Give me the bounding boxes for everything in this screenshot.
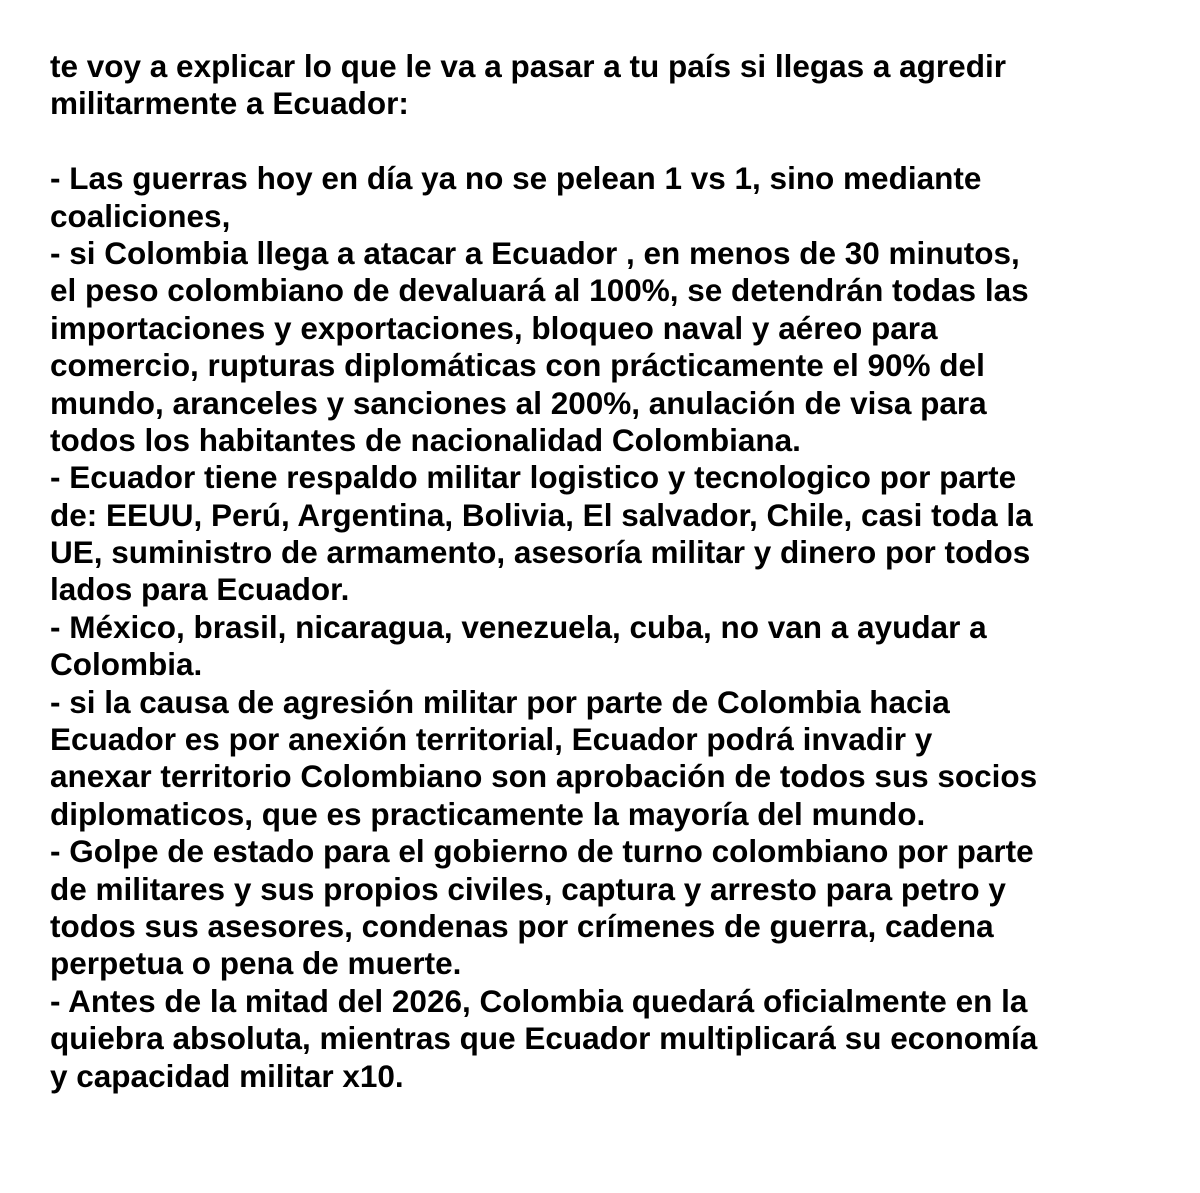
text-line: perpetua o pena de muerte. bbox=[50, 945, 462, 982]
text-line: - Antes de la mitad del 2026, Colombia quedará oficialmente en la bbox=[50, 982, 1028, 1019]
text-line: - si Colombia llega a atacar a Ecuador , en menos de 30 minutos, bbox=[50, 234, 1020, 271]
blank-line bbox=[50, 123, 1170, 160]
text-line: el peso colombiano de devaluará al 100%, se detendrán todas las bbox=[50, 272, 1029, 309]
text-line: mundo, aranceles y sanciones al 200%, anulación de visa para bbox=[50, 384, 987, 421]
text-line: de militares y sus propios civiles, captura y arresto para petro y bbox=[50, 870, 1006, 907]
text-line: Colombia. bbox=[50, 646, 203, 683]
text-line: todos sus asesores, condenas por crímenes de guerra, cadena bbox=[50, 907, 994, 944]
text-line: militarmente a Ecuador: bbox=[50, 85, 409, 122]
text-line: - Golpe de estado para el gobierno de turno colombiano por parte bbox=[50, 833, 1034, 870]
text-line: diplomaticos, que es practicamente la mayoría del mundo. bbox=[50, 795, 926, 832]
text-line: todos los habitantes de nacionalidad Colombiana. bbox=[50, 421, 801, 458]
text-line: - Las guerras hoy en día ya no se pelean 1 vs 1, sino mediante bbox=[50, 160, 982, 197]
text-line: quiebra absoluta, mientras que Ecuador multiplicará su economía bbox=[50, 1020, 1038, 1057]
text-line: importaciones y exportaciones, bloqueo naval y aéreo para bbox=[50, 309, 938, 346]
text-line: lados para Ecuador. bbox=[50, 571, 350, 608]
text-line: comercio, rupturas diplomáticas con prácticamente el 90% del bbox=[50, 347, 985, 384]
post-text bbox=[50, 48, 1170, 1095]
text-line: - Ecuador tiene respaldo militar logistico y tecnologico por parte bbox=[50, 459, 1017, 496]
text-line: de: EEUU, Perú, Argentina, Bolivia, El salvador, Chile, casi toda la bbox=[50, 496, 1033, 533]
text-line: coaliciones, bbox=[50, 197, 231, 234]
text-line: anexar territorio Colombiano son aprobación de todos sus socios bbox=[50, 758, 1038, 795]
text-line: te voy a explicar lo que le va a pasar a tu país si llegas a agredir bbox=[50, 48, 1006, 84]
text-line: Ecuador es por anexión territorial, Ecuador podrá invadir y bbox=[50, 721, 933, 758]
text-line: - si la causa de agresión militar por parte de Colombia hacia bbox=[50, 683, 950, 720]
text-line: UE, suministro de armamento, asesoría militar y dinero por todos bbox=[50, 534, 1031, 571]
text-line: - México, brasil, nicaragua, venezuela, cuba, no van a ayudar a bbox=[50, 608, 987, 645]
text-line: y capacidad militar x10. bbox=[50, 1057, 404, 1094]
